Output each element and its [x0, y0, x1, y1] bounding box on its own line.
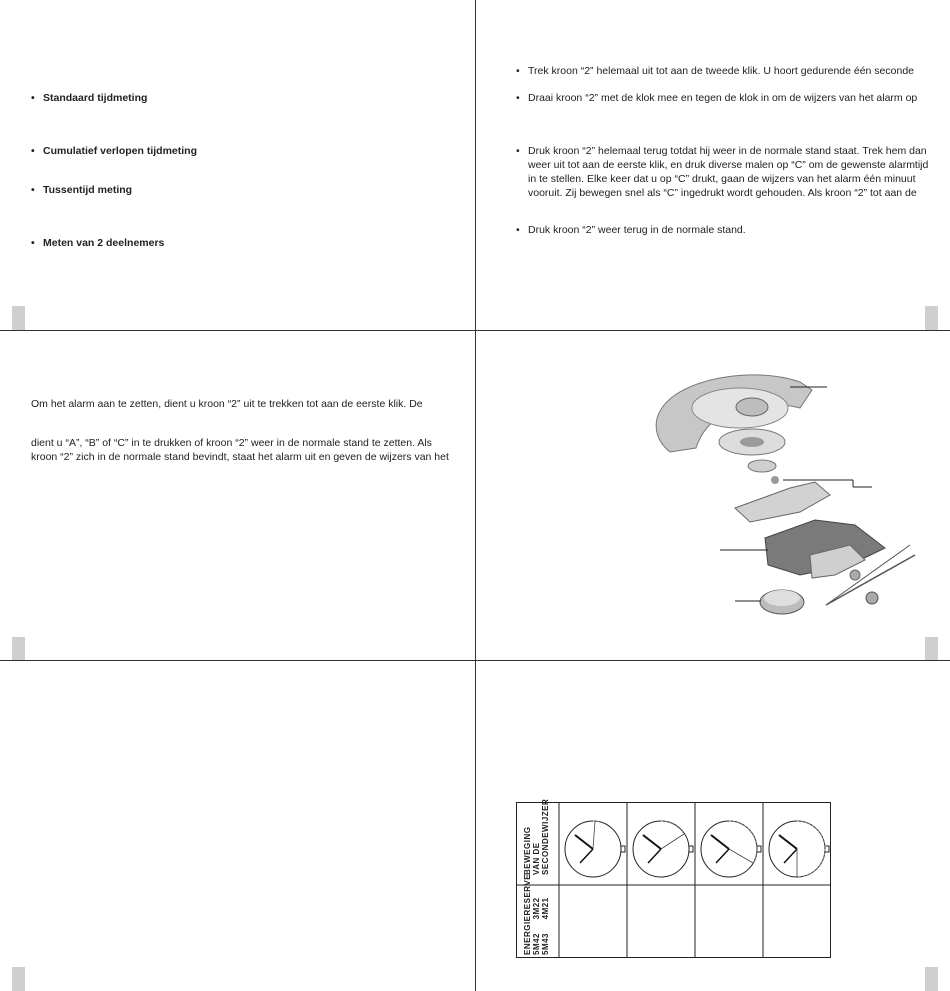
bullet-turn-crown: • Draai kroon “2” met de klok mee en tegen de klok in om de wijzers van het alarm op: [516, 92, 918, 104]
hands-icon: [866, 592, 878, 604]
row-label-second-hand-movement: BEWEGING VAN DE SECONDEWIJZER: [523, 798, 550, 875]
bullet-pull-crown: • Trek kroon “2” helemaal uit tot aan de tweede klik. U hoort gedurende één seconde: [516, 65, 915, 77]
page-tab-4: [925, 637, 938, 660]
bullet-cumulative-timing: • Cumulatief verlopen tijdmeting: [31, 145, 198, 157]
bridge-icon: [735, 482, 830, 522]
bullet-push-crown: • Druk kroon “2” helemaal terug totdat hij weer in de normale stand staat. Trek hem dan weer uit tot aan de eerste klik, en druk diverse malen op “C” om de gewenste alarmtijd in te stellen. Elke keer dat u op “C” drukt, gaan de wijzers van het alarm één minuut vooruit. Zij bewegen snel als “C” ingedrukt wordt gehouden. Als kroon “2” tot aan de: [516, 145, 929, 199]
row-divider-2: [0, 660, 950, 661]
row-divider-1: [0, 330, 950, 331]
page-tab-6: [925, 967, 938, 991]
page-tab-5: [12, 967, 25, 991]
bullet-split-timing: • Tussentijd meting: [31, 184, 133, 196]
bullet-two-competitors: • Meten van 2 deelnemers: [31, 237, 165, 249]
power-reserve-table: [516, 798, 831, 958]
movement-exploded-illustration: [640, 360, 930, 630]
table-grid: [517, 803, 830, 957]
center-divider: [475, 0, 476, 991]
dial-2-icon: [633, 821, 693, 877]
bullet-crown-normal: • Druk kroon “2” weer terug in de normale stand.: [516, 224, 746, 236]
dial-1-icon: [565, 821, 625, 877]
row-label-power-reserve: ENERGIERESERVE 5M42 3M22 5M43 4M21: [523, 873, 550, 955]
dial-3-icon: [701, 821, 761, 877]
bullet-standard-timing: • Standaard tijdmeting: [31, 92, 148, 104]
page-tab-2: [925, 306, 938, 330]
page-tab-1: [12, 306, 25, 330]
alarm-paragraph-1: Om het alarm aan te zetten, dient u kroon “2” uit te trekken tot aan de eerste klik. De: [31, 398, 423, 410]
page-tab-3: [12, 637, 25, 660]
alarm-paragraph-2: dient u “A”, “B” of “C” in te drukken of kroon “2” weer in de normale stand te zetten. Als kroon “2” zich in de normale stand bevindt, staat het alarm uit en geven de wijzers van het: [31, 437, 449, 463]
dial-4-icon: [769, 821, 829, 877]
